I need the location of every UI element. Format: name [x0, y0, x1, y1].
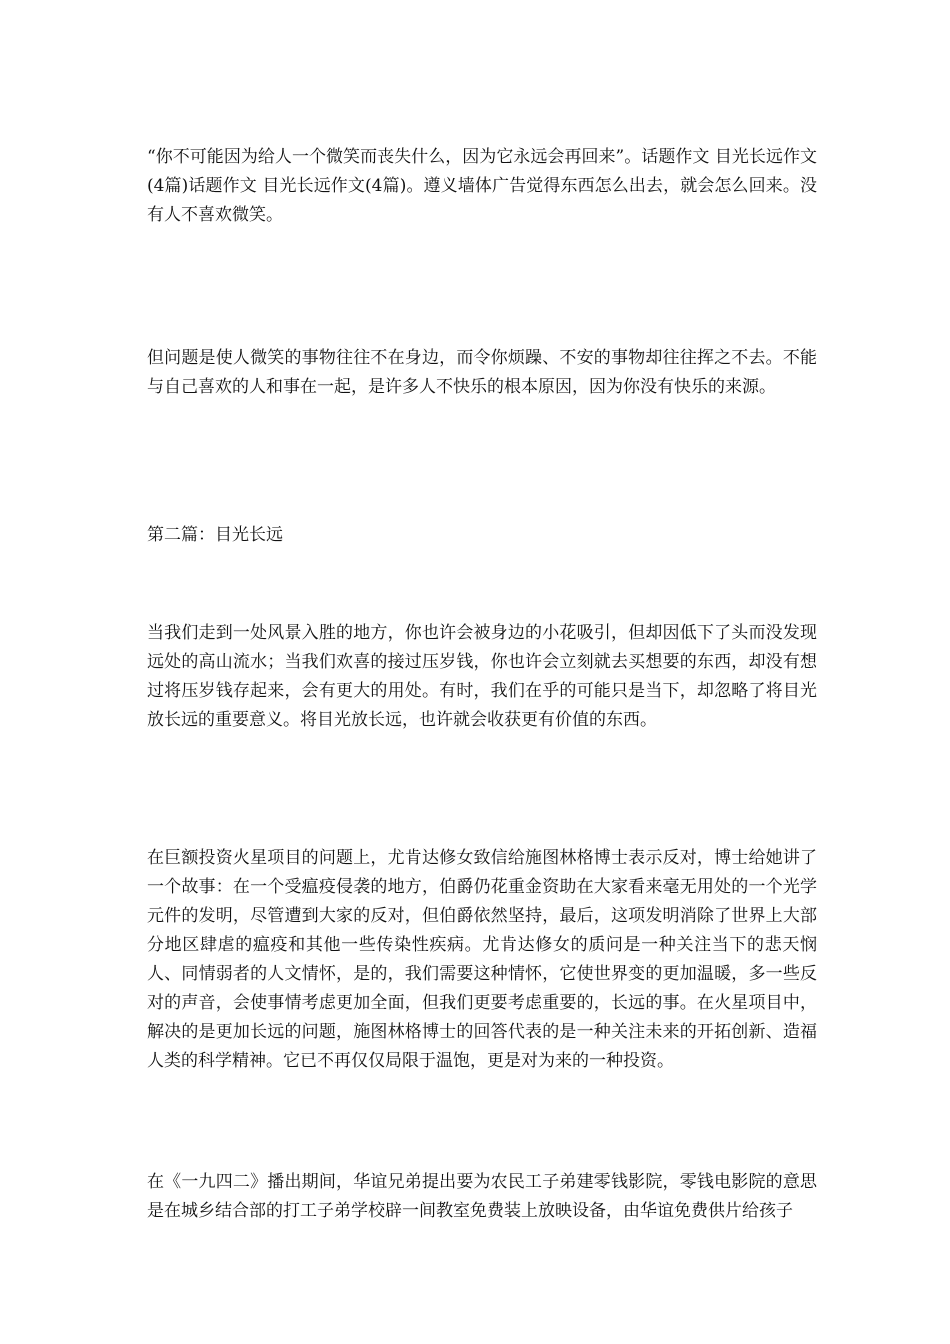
paragraph-scenery: 当我们走到一处风景入胜的地方，你也许会被身边的小花吸引，但却因低下了头而没发现远处的高山流水；当我们欢喜的接过压岁钱，你也许会立刻就去买想要的东西，却没有想过将压岁钱存起来，会有更大的用处。有时，我们在乎的可能只是当下，却忽略了将目光放长远的重要意义。将目光放长远，也许就会收获更有价值的东西。 [147, 623, 817, 730]
paragraph-smile-problem: 但问题是使人微笑的事物往往不在身边，而令你烦躁、不安的事物却往往挥之不去。不能与自己喜欢的人和事在一起，是许多人不快乐的根本原因，因为你没有快乐的来源。 [147, 348, 817, 397]
paragraph-mars-project: 在巨额投资火星项目的问题上，尤肯达修女致信给施图林格博士表示反对，博士给她讲了一个故事：在一个受瘟疫侵袭的地方，伯爵仍花重金资助在大家看来毫无用处的一个光学元件的发明，尽管遭到大家的反对，但伯爵依然坚持，最后，这项发明消除了世界上大部分地区肆虐的瘟疫和其他一些传染性疾病。尤肯达修女的质问是一种关注当下的悲天悯人、同情弱者的人文情怀，是的，我们需要这种情怀，它使世界变的更加温暖，多一些反对的声音，会使事情考虑更加全面，但我们更要考虑重要的，长远的事。在火星项目中，解决的是更加长远的问题，施图林格博士的回答代表的是一种关注未来的开拓创新、造福人类的科学精神。它已不再仅仅局限于温饱，更是对为来的一种投资。 [147, 848, 817, 1071]
paragraph-smile-intro: “你不可能因为给人一个微笑而丧失什么，因为它永远会再回来”。话题作文 目光长远作文(4篇)话题作文 目光长远作文(4篇)。遵义墙体广告觉得东西怎么出去，就会怎么回来。没有人不喜欢微笑。 [147, 147, 817, 225]
section-heading: 第二篇：目光长远 [147, 525, 283, 545]
paragraph-1942: 在《一九四二》播出期间，华谊兄弟提出要为农民工子弟建零钱影院，零钱电影院的意思是在城乡结合部的打工子弟学校辟一间教室免费装上放映设备，由华谊免费供片给孩子 [147, 1172, 817, 1221]
